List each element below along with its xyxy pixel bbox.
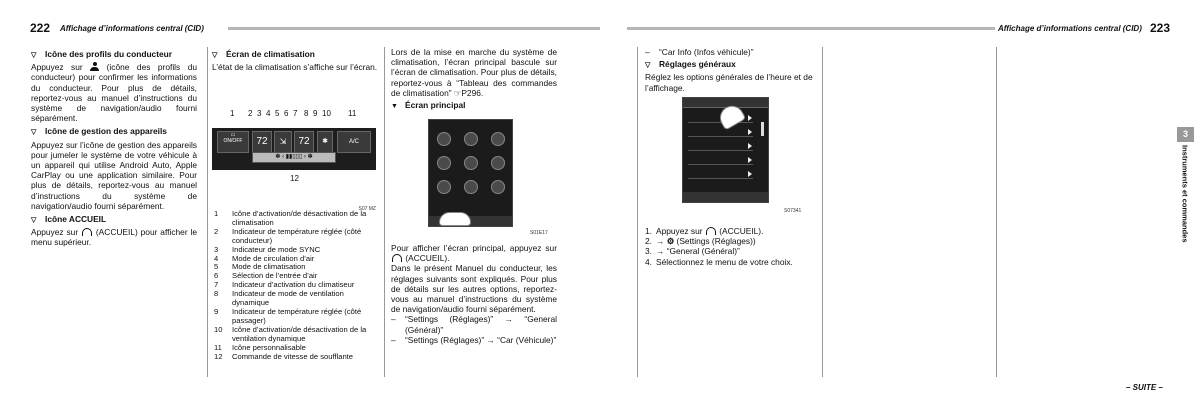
legend-item: 7 Indicateur d’activation du climatiseur: [214, 280, 355, 290]
chapter-label: Instruments et commandes: [1180, 145, 1190, 243]
figure-callout: 10: [322, 109, 331, 118]
paragraph: Appuyez sur (icône des profils du conducteur) pour confirmer les informations du conducteur. Pour plus de détails, reportez-vous au manuel d’instructions du système de navigation/audio fourni séparément.: [31, 62, 198, 124]
column-divider: [384, 47, 385, 377]
section-heading: Réglages généraux: [659, 59, 736, 70]
column-divider: [822, 47, 823, 377]
triangle-icon: ▽: [31, 129, 37, 137]
left-page-title: Affichage d’informations central (CID): [60, 24, 204, 33]
legend-item: 6 Sélection de l’entrée d’air: [214, 271, 318, 281]
left-header-bar: [228, 27, 600, 30]
passenger-temp-tile: 72: [294, 131, 314, 153]
filled-triangle-icon: ▼: [391, 103, 398, 111]
paragraph: Réglez les options générales de l’heure et de l’affichage.: [645, 72, 813, 93]
main-screen-figure: [428, 119, 513, 227]
figure-callout: 4: [266, 109, 271, 118]
figure-callout: 11: [348, 109, 357, 118]
gear-icon: ⚙: [666, 236, 675, 247]
list-item: 3. → “General (Général)”: [645, 246, 740, 257]
section-heading: Icône des profils du conducteur: [45, 49, 173, 59]
legend-item: 10 Icône d’activation/de désactivation de la ventilation dynamique: [214, 324, 367, 343]
hand-icon: [439, 212, 471, 226]
list-item: – “Car Info (Infos véhicule)”: [645, 47, 754, 57]
column-2: [212, 47, 378, 72]
list-item: 4. Sélectionnez le menu de votre choix.: [645, 256, 793, 267]
figure-callout: 9: [313, 109, 318, 118]
ac-onoff-tile: ▭ ON/OFF: [217, 131, 249, 153]
legend-item: 2 Indicateur de température réglée (côté conducteur): [214, 226, 362, 245]
home-icon: [82, 228, 92, 236]
continued-label: – SUITE –: [1126, 383, 1163, 392]
section-heading: Icône ACCUEIL: [45, 214, 107, 225]
legend-item: 8 Indicateur de mode de ventilation dynamique: [214, 289, 344, 308]
list-item: – “Settings (Réglages)” → “Car (Véhicule)”: [391, 334, 557, 345]
driver-profile-icon: [90, 62, 99, 71]
left-page-number: 222: [30, 21, 51, 35]
figure-callout: 3: [257, 109, 262, 118]
legend-item: 1 Icône d’activation/de désactivation de la climatisation: [214, 209, 367, 227]
column-3-lower: [391, 243, 557, 345]
right-page-title: Affichage d’informations central (CID): [998, 24, 1142, 33]
settings-screen-figure: [682, 97, 769, 203]
right-header-bar: [627, 27, 995, 30]
paragraph: Appuyez sur l’icône de gestion des appareils pour jumeler le système de votre véhicule à un appareil qui utilise Android Auto, Apple CarPlay ou une application similaire. Pour plus de détails, reportez-vous au manuel d’instructions du système de navigation/audio fourni séparément.: [31, 139, 197, 211]
column-divider: [207, 47, 208, 377]
home-icon: [392, 254, 402, 262]
list-item: – “Settings (Réglages)” → “General (Général)”: [391, 314, 557, 335]
triangle-icon: ▽: [31, 217, 37, 225]
figure-code: S07 MZ: [358, 206, 376, 212]
paragraph: Appuyez sur (ACCUEIL) pour afficher le menu supérieur.: [31, 227, 198, 248]
column-4: [645, 47, 815, 93]
legend-item: 5 Mode de climatisation: [214, 262, 306, 272]
section-heading: Écran principal: [405, 100, 466, 111]
legend-item: 4 Mode de circulation d’air: [214, 253, 315, 263]
section-heading: Icône de gestion des appareils: [45, 126, 167, 137]
fan-speed-bar: ✽ ‹ ▮▮▯▯▯ › ✽: [252, 152, 336, 163]
figure-callout: 8: [304, 109, 309, 118]
column-divider: [996, 47, 997, 377]
section-heading: Écran de climatisation: [226, 49, 315, 59]
right-page-number: 223: [1150, 21, 1171, 35]
figure-code: S01E17: [530, 230, 548, 236]
chapter-tab: 3: [1177, 127, 1194, 142]
figure-callout: 2: [248, 109, 253, 118]
driver-temp-tile: 72: [252, 131, 272, 153]
figure-callout: 12: [290, 174, 299, 183]
figure-callout: 5: [275, 109, 280, 118]
paragraph: Dans le présent Manuel du conducteur, les réglages suivants sont expliqués. Pour plus de détails sur les autres options, reportez-vous au manuel d’instructions du système de navigation/audio fourni séparément.: [391, 263, 557, 315]
legend-item: 9 Indicateur de température réglée (côté passager): [214, 306, 362, 325]
triangle-icon: ▽: [212, 52, 218, 59]
air-mode-tile: ⇲: [274, 131, 292, 153]
figure-callout: 1: [230, 109, 235, 118]
legend-item: 3 Indicateur de mode SYNC: [214, 244, 321, 254]
figure-callout: 7: [293, 109, 298, 118]
figure-code: S07341: [784, 208, 802, 214]
paragraph: L’état de la climatisation s’affiche sur l’écran.: [212, 62, 378, 73]
triangle-icon: ▽: [645, 62, 651, 70]
list-item: 1. Appuyez sur (ACCUEIL).: [645, 226, 764, 236]
column-1: [31, 47, 197, 248]
column-divider: [637, 47, 638, 377]
climate-screen-figure: [212, 106, 376, 218]
home-icon: [706, 227, 716, 235]
figure-callout: 6: [284, 109, 289, 118]
legend-item: 11 Icône personnalisable: [214, 342, 306, 352]
steps-list: [645, 226, 820, 267]
triangle-icon: ▽: [31, 52, 37, 59]
custom-tile: A/C: [337, 131, 371, 153]
paragraph: Lors de la mise en marche du système de climatisation, l’écran principal bascule sur l’écran de climatisation. Pour plus de détails, reportez-vous à “Tableau des commandes de climatisation” ☞P296.: [391, 47, 557, 98]
dynamic-vent-tile: ✱: [317, 131, 333, 153]
climate-legend: [214, 210, 378, 361]
column-3: [391, 47, 557, 113]
legend-item: 12 Commande de vitesse de soufflante: [214, 351, 354, 361]
paragraph: Pour afficher l’écran principal, appuyez sur (ACCUEIL).: [391, 243, 557, 264]
list-item: 2. → ⚙ (Settings (Réglages)): [645, 236, 756, 247]
